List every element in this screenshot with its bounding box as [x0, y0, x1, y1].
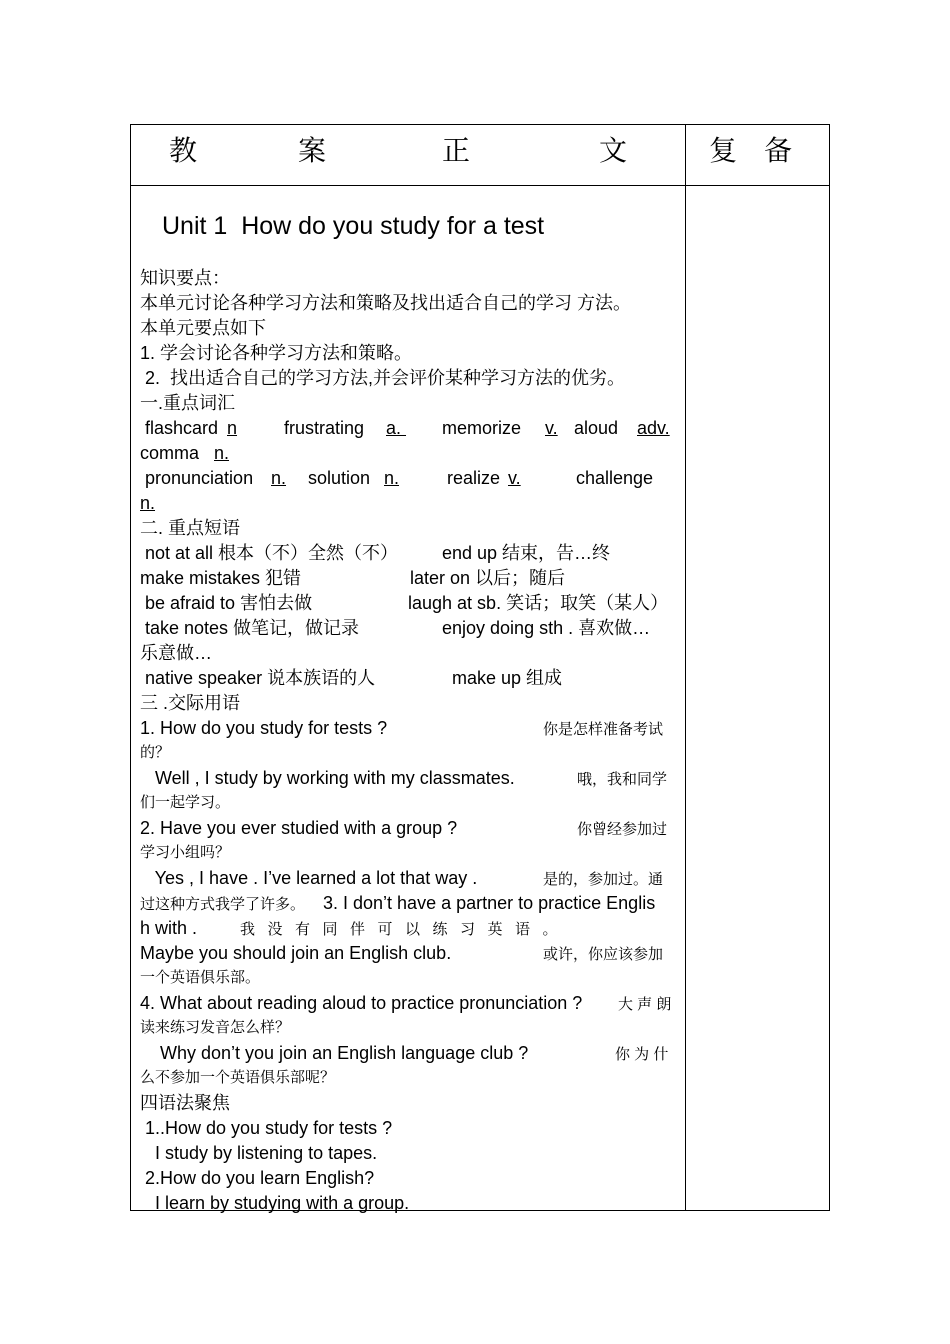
- vocab-pos: n.: [384, 468, 400, 488]
- column-divider: [685, 125, 686, 1210]
- header-char-2: 案: [298, 134, 327, 167]
- vocab-heading: 一.重点词汇: [140, 393, 236, 413]
- vocab-pos: n.: [140, 493, 156, 513]
- dialog-zh: 你曾经参加过: [577, 821, 668, 838]
- phrase-row: [140, 591, 678, 615]
- vocab-row: [140, 491, 678, 515]
- dialog-en: Yes , I have . I’ve learned a lot that way .: [140, 868, 478, 888]
- vocab-row: [140, 416, 678, 440]
- vocab-word: flashcard: [145, 418, 219, 438]
- grammar-heading: 四语法聚焦: [140, 1093, 230, 1113]
- vocab-pos: v.: [545, 418, 558, 438]
- header-divider: [131, 185, 829, 186]
- phrase: end up 结束，告…终: [442, 543, 611, 563]
- intro-line: 2. 找出适合自己的学习方法,并会评价某种学习方法的优劣。: [140, 368, 626, 388]
- vocab-word: solution: [308, 468, 371, 488]
- dialog-heading: 三 .交际用语: [140, 693, 241, 713]
- phrase-row: [140, 616, 678, 640]
- dialog-line: [140, 866, 678, 890]
- dialog-en: 3. I don’t have a partner to practice Englis: [323, 893, 656, 913]
- vocab-pos: n.: [214, 443, 230, 463]
- intro-line: 本单元讨论各种学习方法和策略及找出适合自己的学习 方法。: [140, 293, 631, 313]
- dialog-zh-cont: 学习小组吗？: [140, 844, 231, 861]
- dialog-zh: 哦，我和同学: [577, 771, 668, 788]
- intro-line: 本单元要点如下: [140, 318, 266, 338]
- dialog-line: [140, 816, 678, 840]
- dialog-zh: 你 为 什: [615, 1046, 669, 1063]
- vocab-word: realize: [447, 468, 501, 488]
- dialog-en: Why don’t you join an English language club ?: [140, 1043, 529, 1063]
- dialog-en: 1. How do you study for tests ?: [140, 718, 388, 738]
- dialog-zh: 大 声 朗: [618, 996, 672, 1013]
- dialog-zh: 你是怎样准备考试: [543, 721, 664, 738]
- phrase: not at all 根本（不）全然（不）: [140, 543, 399, 563]
- phrase: make mistakes 犯错: [140, 568, 302, 588]
- phrase: take notes 做笔记，做记录: [140, 618, 360, 638]
- phrase: be afraid to 害怕去做: [140, 593, 313, 613]
- phrase: later on 以后；随后: [410, 568, 566, 588]
- vocab-word: memorize: [442, 418, 522, 438]
- dialog-zh: 是的，参加过。通: [543, 871, 664, 888]
- intro-line: 知识要点：: [140, 268, 230, 288]
- dialog-en: 4. What about reading aloud to practice pronunciation ?: [140, 993, 583, 1013]
- intro-line: 1. 学会讨论各种学习方法和策略。: [140, 343, 413, 363]
- phrase-continued: 乐意做…: [140, 643, 212, 663]
- phrase: make up 组成: [452, 668, 563, 688]
- vocab-word: frustrating: [284, 418, 365, 438]
- vocab-pos: n: [227, 418, 238, 438]
- dialog-line: [140, 716, 678, 740]
- vocab-row: [140, 441, 678, 465]
- grammar-line: I learn by studying with a group.: [140, 1193, 410, 1213]
- dialog-zh-cont: 们一起学习。: [140, 794, 231, 811]
- vocab-word: aloud: [574, 418, 619, 438]
- lesson-plan-table: [130, 124, 830, 1211]
- dialog-en: h with .: [140, 918, 198, 938]
- header-char-3: 正: [442, 134, 471, 167]
- phrase-row: [140, 566, 678, 590]
- vocab-pos: a.: [386, 418, 407, 438]
- grammar-line: 1..How do you study for tests ?: [140, 1118, 393, 1138]
- dialog-zh: 过这种方式我学了许多。: [140, 896, 306, 913]
- dialog-zh: 或许，你应该参加: [543, 946, 664, 963]
- dialog-line: [140, 1041, 678, 1065]
- grammar-line: 2.How do you learn English?: [140, 1168, 375, 1188]
- vocab-pos: n.: [271, 468, 287, 488]
- header-char-1: 教: [169, 134, 198, 167]
- dialog-zh: 我 没 有 同 伴 可 以 练 习 英 语 。: [240, 921, 558, 938]
- dialog-zh-cont: 的？: [140, 744, 171, 761]
- dialog-line: [140, 991, 678, 1015]
- dialog-zh-cont: 一个英语俱乐部。: [140, 969, 261, 986]
- unit-title: Unit 1 How do you study for a test: [162, 212, 545, 240]
- header-char-4: 文: [599, 134, 628, 167]
- vocab-row: [140, 466, 678, 490]
- vocab-pos: adv.: [637, 418, 670, 438]
- dialog-line: [140, 891, 678, 915]
- vocab-word: comma: [140, 443, 200, 463]
- phrase: laugh at sb. 笑话；取笑（某人）: [408, 593, 669, 613]
- phrase-row: [140, 666, 678, 690]
- vocab-word: challenge: [576, 468, 654, 488]
- dialog-line: [140, 766, 678, 790]
- vocab-pos: v.: [508, 468, 521, 488]
- phrase: enjoy doing sth . 喜欢做…: [442, 618, 651, 638]
- dialog-zh-cont: 么不参加一个英语俱乐部呢？: [140, 1069, 336, 1086]
- dialog-en: 2. Have you ever studied with a group ?: [140, 818, 458, 838]
- dialog-line: [140, 916, 678, 940]
- header-char-6: 备: [764, 134, 793, 167]
- phrase-row: [140, 541, 678, 565]
- grammar-line: I study by listening to tapes.: [140, 1143, 378, 1163]
- dialog-en: Maybe you should join an English club.: [140, 943, 452, 963]
- vocab-word: pronunciation: [145, 468, 254, 488]
- phrase: native speaker 说本族语的人: [140, 668, 376, 688]
- dialog-en: Well , I study by working with my classmates.: [140, 768, 515, 788]
- phrases-heading: 二. 重点短语: [140, 518, 241, 538]
- header-char-5: 复: [709, 134, 738, 167]
- dialog-zh-cont: 读来练习发音怎么样？: [140, 1019, 291, 1036]
- dialog-line: [140, 941, 678, 965]
